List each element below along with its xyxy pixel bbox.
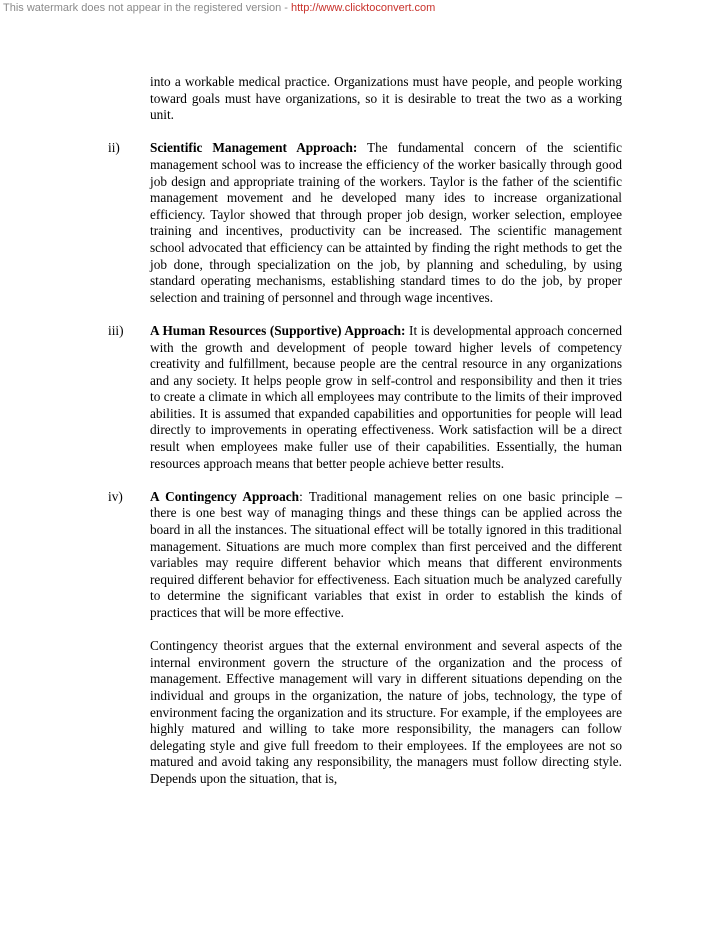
document-body — [108, 74, 623, 788]
watermark-banner — [3, 2, 435, 14]
watermark-link[interactable]: http://www.clicktoconvert.com — [290, 2, 436, 14]
list-number: iv) — [108, 488, 123, 504]
item-body: It is developmental approach concerned with the growth and development of people toward higher levels of competency creativity and fulfillment, because people are the central resource in any organizations and any society. It helps people grow in self-control and responsibility and then it tries to create a climate in which all employees may contribute to the limits of their improved abilities. It is assumed that expanded capabilities and opportunities for people will lead directly to improvements in operating effectiveness. Work satisfaction will be a direct result when employees make fuller use of their capabilities. Essentially, the human resources approach means that better people achieve better results. — [150, 322, 622, 471]
item-heading: A Contingency Approach — [150, 488, 300, 504]
list-item-contingency — [108, 488, 623, 622]
item-heading: A Human Resources (Supportive) Approach: — [150, 322, 406, 338]
list-item-text — [150, 140, 622, 306]
watermark-text: This watermark does not appear in the registered version - — [3, 2, 291, 14]
item-body: The fundamental concern of the scientific management school was to increase the efficiency of the worker basically through good job design and appropriate training of the workers. Taylor is the father of the scientific management movement and he developed many ides to increase organizational efficiency. Taylor showed that through proper job design, worker selection, employee training and incentives, productivity can be increased. The scientific management school advocated that efficiency can be attainted by finding the right methods to get the job done, through specialization on the job, by planning and scheduling, by using standard operating mechanisms, establishing standard times to do the job, by proper selection and training of personnel and through wage incentives. — [150, 140, 622, 305]
list-item-text — [150, 489, 622, 622]
item-body: : Traditional management relies on one basic principle – there is one best way of managing things and these things can be applied across the board in all the instances. The situational effect will be totally ignored in this traditional management. Situations are much more complex than first perceived and the different variables may require different behavior which means that different environments required different behavior for effectiveness. Each situation much be analyzed carefully to determine the significant variables that exist in order to establish the kinds of practices that will be more effective. — [150, 488, 623, 620]
item-heading: Scientific Management Approach: — [150, 140, 358, 156]
list-item-scientific-management — [108, 140, 622, 306]
intro-paragraph: into a workable medical practice. Organizations must have people, and people working toward goals must have organizations, so it is desirable to treat the two as a working unit. — [150, 74, 622, 123]
list-item-text — [150, 323, 622, 472]
list-number: iii) — [108, 322, 124, 338]
contingency-followup-paragraph: Contingency theorist argues that the external environment and several aspects of the internal environment govern the structure of the organization and the process of management. Effective management will vary in different situations depending on the individual and groups in the organization, the nature of jobs, technology, the type of environment facing the organization and its structure. For example, if the employees are highly matured and willing to take more responsibility, the managers can follow delegating style and give full freedom to their employees. If the employees are not so matured and avoid taking any responsibility, the managers must follow directing style. Depends upon the situation, that is, — [150, 638, 622, 786]
list-number: ii) — [108, 140, 120, 156]
list-item-human-resources — [108, 322, 622, 472]
